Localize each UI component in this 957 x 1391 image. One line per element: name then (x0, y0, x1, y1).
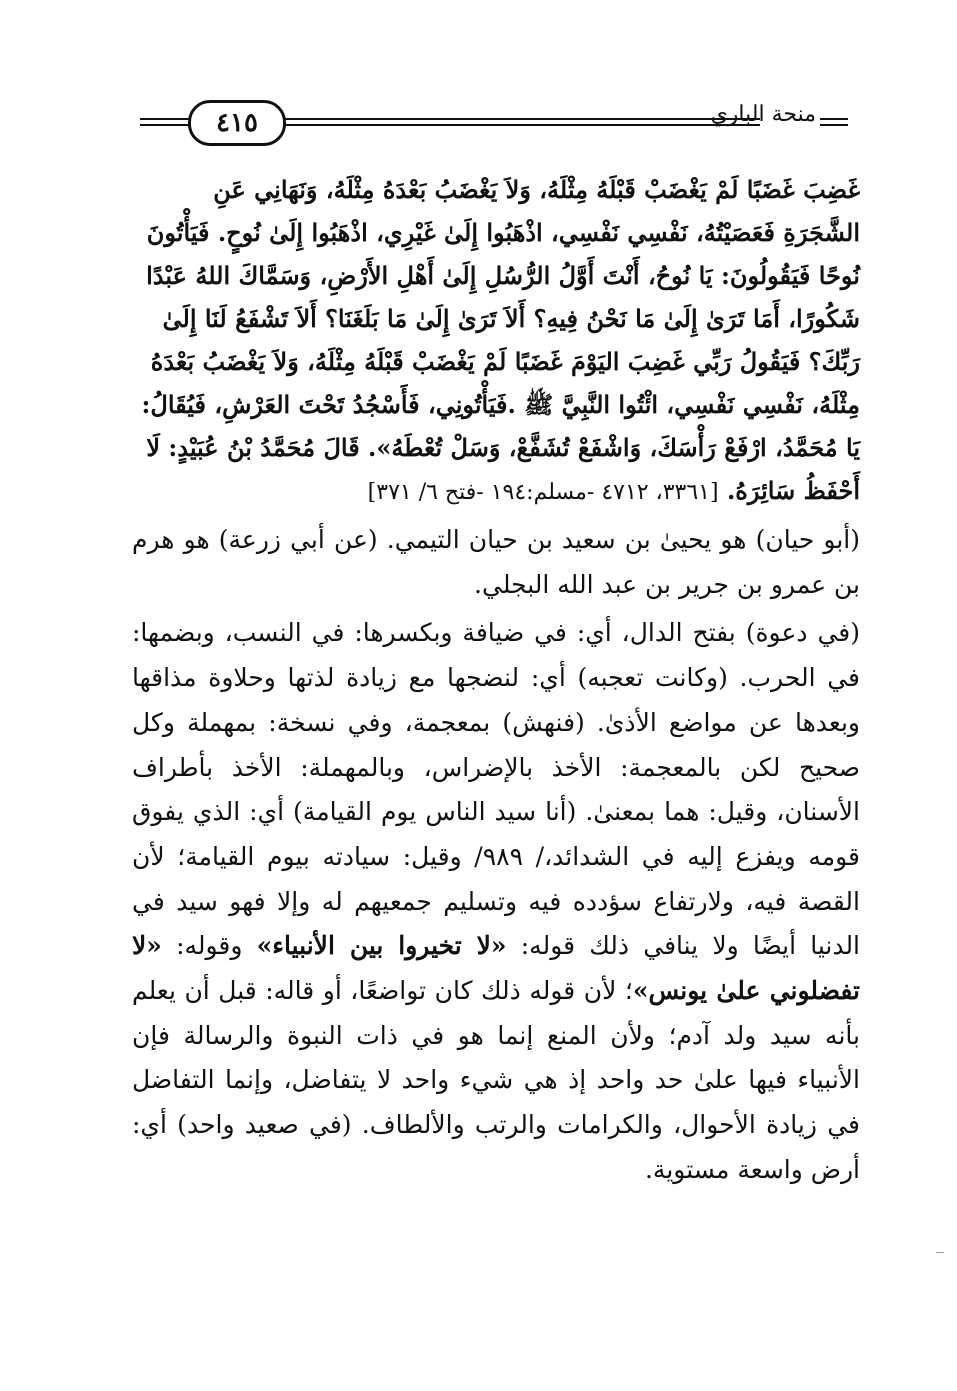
hadith-line: غَضِبَ غَضَبًا لَمْ يَغْضَبْ قَبْلَهُ مِثْلَهُ، وَلاَ يَغْضَبُ بَعْدَهُ مِثْلَهُ، وَنَهَانِي عَنِ (213, 175, 860, 204)
hadith-line-end: أَحْفَظُ سَائِرَهُ. (726, 476, 860, 505)
hadith-last-line (132, 469, 860, 514)
running-title: منحة الباري (760, 102, 820, 127)
hadith-line: رَبِّكَ؟ فَيَقُولُ رَبِّي غَضِبَ اليَوْمَ غَضَبًا لَمْ يَغْضَبْ قَبْلَهُ مِثْلَهُ، وَلاَ يَغْضَبُ بَعْدَهُ (150, 347, 860, 376)
page-content (132, 168, 860, 1193)
quote: «لا تفضلوني علىٰ يونس» (132, 931, 860, 1006)
commentary-text: ؛ لأن قوله ذلك كان تواضعًا، أو قاله: قبل أن يعلم بأنه سيد ولد آدم؛ ولأن المنع إنما هو في ذات النبوة والرسالة فإن الأنبياء فيها علىٰ حد واحد إذ هي شيء واحد لا يتفاضل، وإنما التفاضل في زيادة الأحوال، والكرامات والرتب والألطاف. (في صعيد واحد) أي: أرض واسعة مستوية. (132, 976, 860, 1184)
page-number-badge (188, 100, 286, 146)
margin-mark (936, 1252, 944, 1253)
hadith-line: نُوحًا فَيَقُولُونَ: يَا نُوحُ، أَنْتَ أَوَّلُ الرُّسُلِ إِلَىٰ أَهْلِ الأَرْضِ، وَسَمَّاكَ اللهُ عَبْدًا (146, 261, 860, 290)
commentary-paragraph (132, 611, 860, 1192)
commentary-text: (في دعوة) بفتح الدال، أي: في ضيافة وبكسرها: في النسب، وبضمها: في الحرب. (وكانت تعجبه) أي: لنضجها مع زيادة لذتها وحلاوة مذاقها وبعدها عن مواضع الأذىٰ. (فنهش) بمعجمة، وفي نسخة: بمهملة وكل صحيح لكن بالمعجمة: الأخذ بالإضراس، وبالمهملة: الأخذ بأطراف الأسنان، وقيل: هما بمعنىٰ. (أنا سيد الناس يوم القيامة) أي: الذي يفوق قومه ويفزع إليه في الشدائد،/ ٩٨٩/ وقيل: سيادته بيوم القيامة؛ لأن القصة فيه، ولارتفاع سؤدده فيه وتسليم جمعيهم له وإلا فهو سيد في الدنيا أيضًا ولا ينافي ذلك قوله: (132, 618, 861, 961)
hadith-line: مِثْلَهُ، نَفْسِي نَفْسِي، ائْتُوا النَّبِيَّ ﷺ .فَيَأْتُونِي، فَأَسْجُدُ تَحْتَ العَرْشِ، فَيُقَالُ: (141, 390, 860, 419)
hadith-line: شَكُورًا، أَمَا تَرَىٰ إِلَىٰ مَا نَحْنُ فِيهِ؟ أَلاَ تَرَىٰ إِلَىٰ مَا بَلَغَنَا؟ أَلاَ تَشْفَعُ لَنَا إِلَىٰ (162, 304, 860, 333)
page-header (140, 94, 850, 146)
header-rule (280, 118, 760, 120)
hadith-text (132, 168, 860, 514)
commentary-text: وقوله: (161, 931, 257, 961)
header-rule (280, 124, 760, 126)
commentary (132, 518, 860, 1193)
hadith-reference: [٣٣٦١، ٤٧١٢ -مسلم:١٩٤ -فتح ٦/ ٣٧١] (367, 480, 719, 505)
page-number: ٤١٥ (216, 108, 258, 138)
hadith-line: الشَّجَرَةِ فَعَصَيْتُهُ، نَفْسِي نَفْسِي، اذْهَبُوا إِلَىٰ غَيْرِي، اذْهَبُوا إِلَىٰ نُوحٍ. فَيَأْتُونَ (146, 218, 860, 247)
hadith-line: يَا مُحَمَّدُ، ارْفَعْ رَأْسَكَ، وَاشْفَعْ تُشَفَّعْ، وَسَلْ تُعْطَهُ». قَالَ مُحَمَّدُ بْنُ عُبَيْدٍ: لَا (146, 433, 860, 462)
quote: «لا تخيروا بين الأنبياء» (256, 931, 507, 961)
commentary-paragraph: (أبو حيان) هو يحيىٰ بن سعيد بن حيان التيمي. (عن أبي زرعة) هو هرم بن عمرو بن جرير بن عبد الله البجلي. (132, 525, 860, 599)
